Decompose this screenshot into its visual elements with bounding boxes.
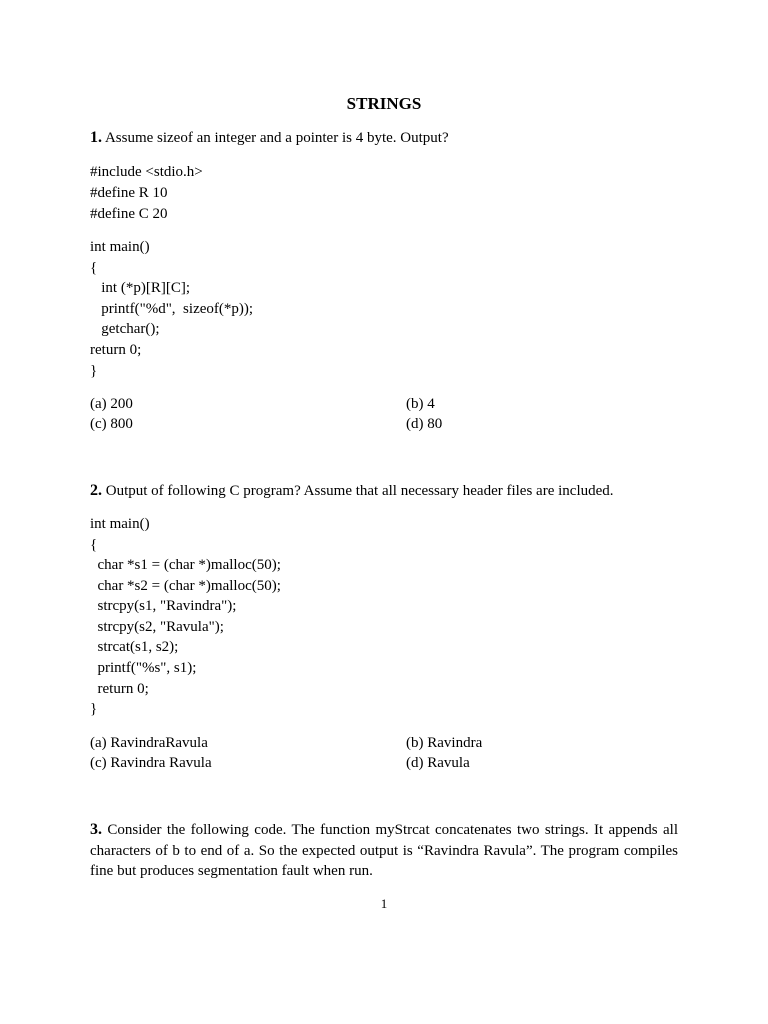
q1-option-b: (b) 4 [406,396,435,412]
q2-option-d: (d) Ravula [406,755,470,771]
q1-code-line: #define C 20 [90,206,168,222]
question-3-prompt [90,820,678,882]
question-3-text: Consider the following code. The function myStrcat concatenates two strings. It appends all characters of b to end of a. So the expected output is “Ravindra Ravula”. The program compiles fine but produces segmentation fault when run. [90,822,679,879]
q1-code-line: #include <stdio.h> [90,164,203,180]
q2-code-line: { [90,537,98,553]
q1-code-line: int (*p)[R][C]; [90,280,190,296]
q1-code-line: { [90,260,98,276]
q1-code-line: getchar(); [90,321,160,337]
q2-code-line: int main() [90,516,150,532]
q2-code-line: printf("%s", s1); [90,660,197,676]
question-1-text: Assume sizeof an integer and a pointer is 4 byte. Output? [104,130,449,146]
q1-code-line: #define R 10 [90,185,168,201]
question-1-prompt [90,129,449,147]
q2-code-line: strcat(s1, s2); [90,639,179,655]
q1-code-line: printf("%d", sizeof(*p)); [90,301,254,317]
q2-option-b: (b) Ravindra [406,735,483,751]
q2-code-line: strcpy(s2, "Ravula"); [90,619,224,635]
question-3-number: 3. [90,821,102,838]
q1-code-line: } [90,363,98,379]
q2-option-a: (a) RavindraRavula [90,735,208,751]
question-2-text: Output of following C program? Assume that all necessary header files are included. [105,483,614,499]
q2-code-line: strcpy(s1, "Ravindra"); [90,598,237,614]
q1-option-c: (c) 800 [90,416,133,432]
q2-option-c: (c) Ravindra Ravula [90,755,212,771]
q1-code-line: return 0; [90,342,142,358]
q1-option-a: (a) 200 [90,396,133,412]
question-1-number: 1. [90,129,102,146]
page-number: 1 [380,896,388,911]
q2-code-line: } [90,701,98,717]
q2-code-line: char *s2 = (char *)malloc(50); [90,578,281,594]
question-2-prompt [90,482,614,500]
q2-code-line: return 0; [90,681,149,697]
page-title: STRINGS [346,94,422,113]
question-2-number: 2. [90,482,102,499]
q2-code-line: char *s1 = (char *)malloc(50); [90,557,281,573]
q1-option-d: (d) 80 [406,416,443,432]
q1-code-line: int main() [90,239,150,255]
